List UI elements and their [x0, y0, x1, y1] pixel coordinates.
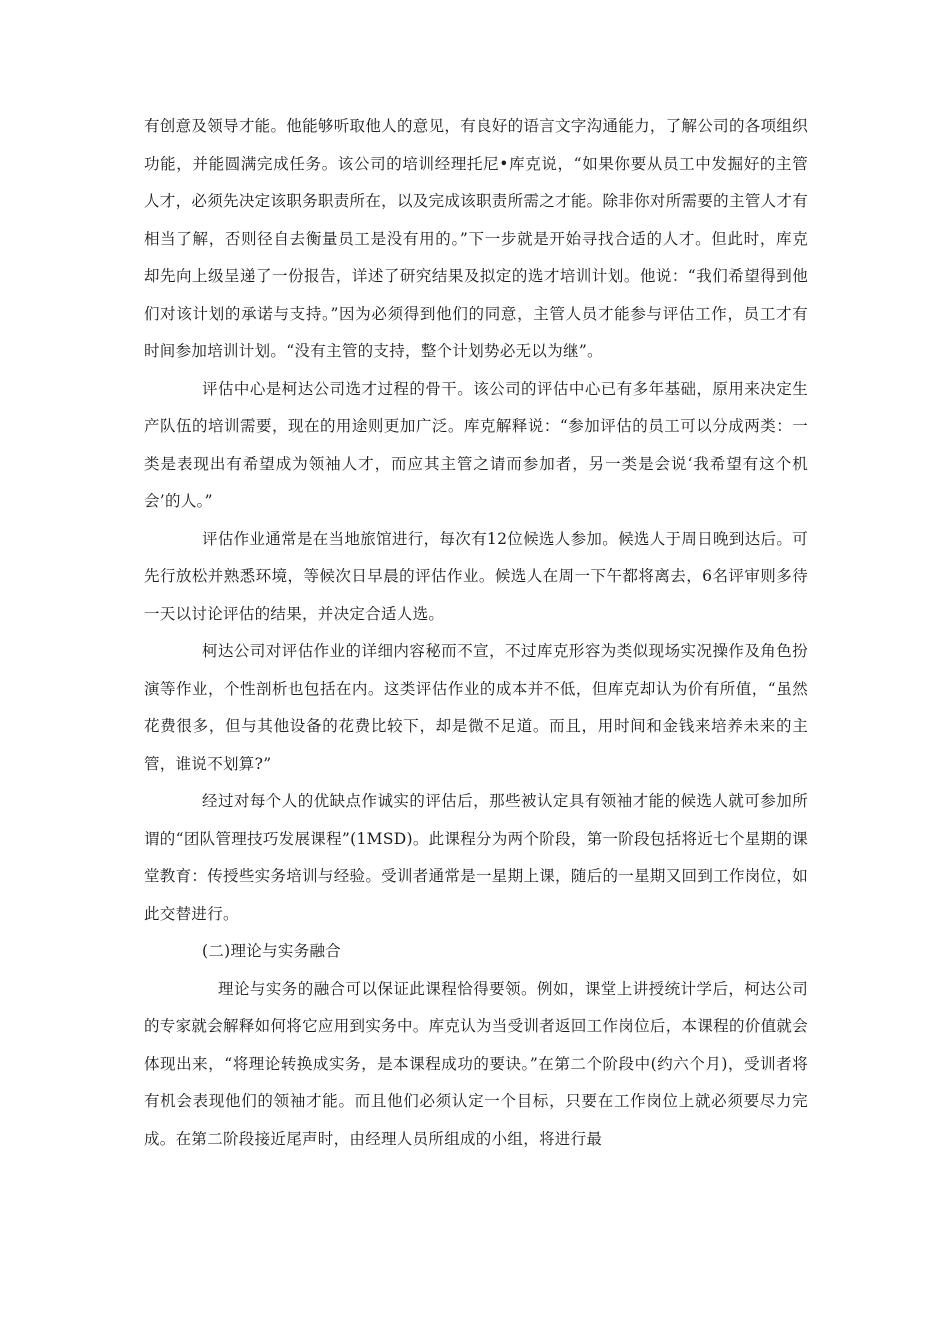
document-page [144, 108, 808, 1158]
paragraph-assessment-process: 评估作业通常是在当地旅馆进行，每次有12位候选人参加。候选人于周日晚到达后。可先行放松并熟悉环境，等候次日早晨的评估作业。候选人在周一下午都将离去，6名评审则多待一天以讨论评估的结果，并决定合适人选。 [144, 529, 808, 623]
paragraph-assessment-content: 柯达公司对评估作业的详细内容秘而不宣，不过库克形容为类似现场实况操作及角色扮演等作业，个性剖析也包括在内。这类评估作业的成本并不低，但库克却认为价有所值，“虽然花费很多，但与其他设备的花费比较下，却是微不足道。而且，用时间和金钱来培养未来的主管，谁说不划算?” [144, 642, 808, 773]
paragraph-theory-practice: 理论与实务的融合可以保证此课程恰得要领。例如，课堂上讲授统计学后，柯达公司的专家就会解释如何将它应用到实务中。库克认为当受训者返回工作岗位后，本课程的价值就会体现出来，“将理论转换成实务，是本课程成功的要诀。”在第二个阶段中(约六个月)，受训者将有机会表现他们的领袖才能。而且他们必须认定一个目标，只要在工作岗位上就必须要尽力完成。在第二阶段接近尾声时，由经理人员所组成的小组，将进行最 [144, 979, 808, 1148]
paragraph-continuation: 有创意及领导才能。他能够听取他人的意见，有良好的语言文字沟通能力，了解公司的各项组织功能，并能圆满完成任务。该公司的培训经理托尼•库克说，“如果你要从员工中发掘好的主管人才，必须先决定该职务职责所在，以及完成该职责所需之才能。除非你对所需要的主管人才有相当了解，否则径自去衡量员工是没有用的。”下一步就是开始寻找合适的人才。但此时，库克却先向上级呈递了一份报告，详述了研究结果及拟定的选才培训计划。他说：“我们希望得到他们对该计划的承诺与支持。”因为必须得到他们的同意，主管人员才能参与评估工作，员工才有时间参加培训计划。“没有主管的支持，整个计划势必无以为继”。 [144, 117, 808, 360]
paragraph-assessment-center: 评估中心是柯达公司选才过程的骨干。该公司的评估中心已有多年基础，原用来决定生产队伍的培训需要，现在的用途则更加广泛。库克解释说：“参加评估的员工可以分成两类：一类是表现出有希望成为领袖人才，而应其主管之请而参加者，另一类是会说‘我希望有这个机会’的人。” [144, 379, 808, 510]
section-heading: (二)理论与实务融合 [202, 942, 342, 960]
paragraph-imsd-course: 经过对每个人的优缺点作诚实的评估后，那些被认定具有领袖才能的候选人就可参加所谓的“团队管理技巧发展课程”(1MSD)。此课程分为两个阶段，第一阶段包括将近七个星期的课堂教育：传授些实务培训与经验。受训者通常是一星期上课，随后的一星期又回到工作岗位，如此交替进行。 [144, 792, 808, 923]
